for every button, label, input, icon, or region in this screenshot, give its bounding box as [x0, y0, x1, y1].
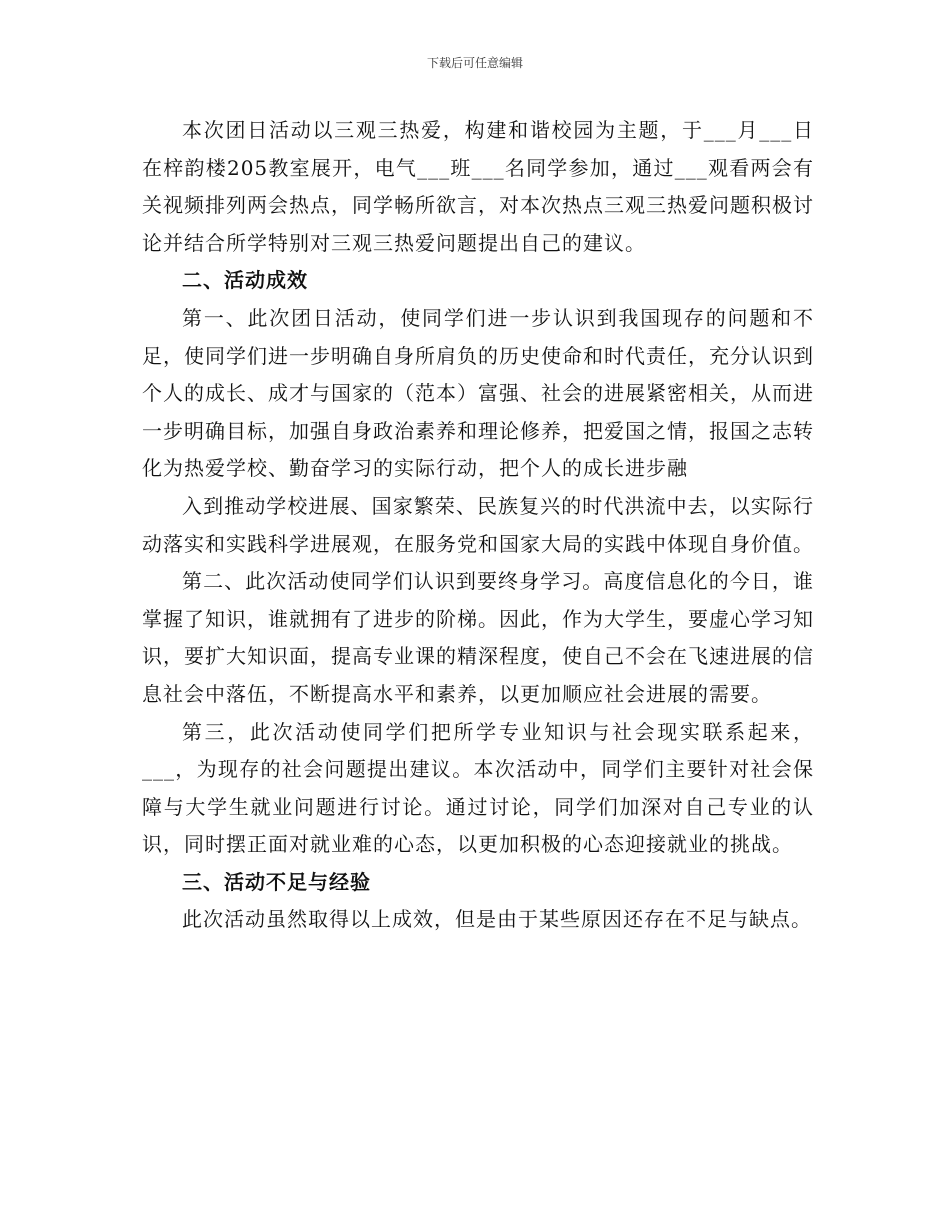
page-header: 下载后可任意编辑 [426, 56, 523, 70]
shortcomings-paragraph: 此次活动虽然取得以上成效，但是由于某些原因还存在不足与缺点。 [182, 907, 812, 932]
section-heading-results: 二、活动成效 [182, 268, 308, 293]
document-body [142, 112, 814, 939]
results-paragraph-1-continued: 入到推动学校进展、国家繁荣、民族复兴的时代洪流中去，以实际行动落实和实践科学进展观，在服务党和国家大局的实践中体现自身价值。 [142, 493, 814, 556]
section-heading-shortcomings: 三、活动不足与经验 [182, 869, 371, 894]
results-paragraph-2: 第二、此次活动使同学们认识到要终身学习。高度信息化的今日，谁掌握了知识，谁就拥有了进步的阶梯。因此，作为大学生，要虚心学习知识，要扩大知识面，提高专业课的精深程度，使自己不会在飞速进展的信息社会中落伍，不断提高水平和素养，以更加顺应社会进展的需要。 [142, 569, 814, 706]
results-paragraph-3: 第三，此次活动使同学们把所学专业知识与社会现实联系起来，___，为现存的社会问题提出建议。本次活动中，同学们主要针对社会保障与大学生就业问题进行讨论。通过讨论，同学们加深对自己专业的认识，同时摆正面对就业难的心态，以更加积极的心态迎接就业的挑战。 [142, 719, 814, 857]
intro-paragraph: 本次团日活动以三观三热爱，构建和谐校园为主题，于___月___日在梓韵楼205教室展开，电气___班___名同学参加，通过___观看两会有关视频排列两会热点，同学畅所欲言，对本次热点三观三热爱问题积极讨论并结合所学特别对三观三热爱问题提出自己的建议。 [142, 118, 814, 255]
results-paragraph-1: 第一、此次团日活动，使同学们进一步认识到我国现存的问题和不足，使同学们进一步明确自身所肩负的历史使命和时代责任，充分认识到个人的成长、成才与国家的（范本）富强、社会的进展紧密相关，从而进一步明确目标，加强自身政治素养和理论修养，把爱国之情，报国之志转化为热爱学校、勤奋学习的实际行动，把个人的成长进步融 [142, 305, 814, 481]
